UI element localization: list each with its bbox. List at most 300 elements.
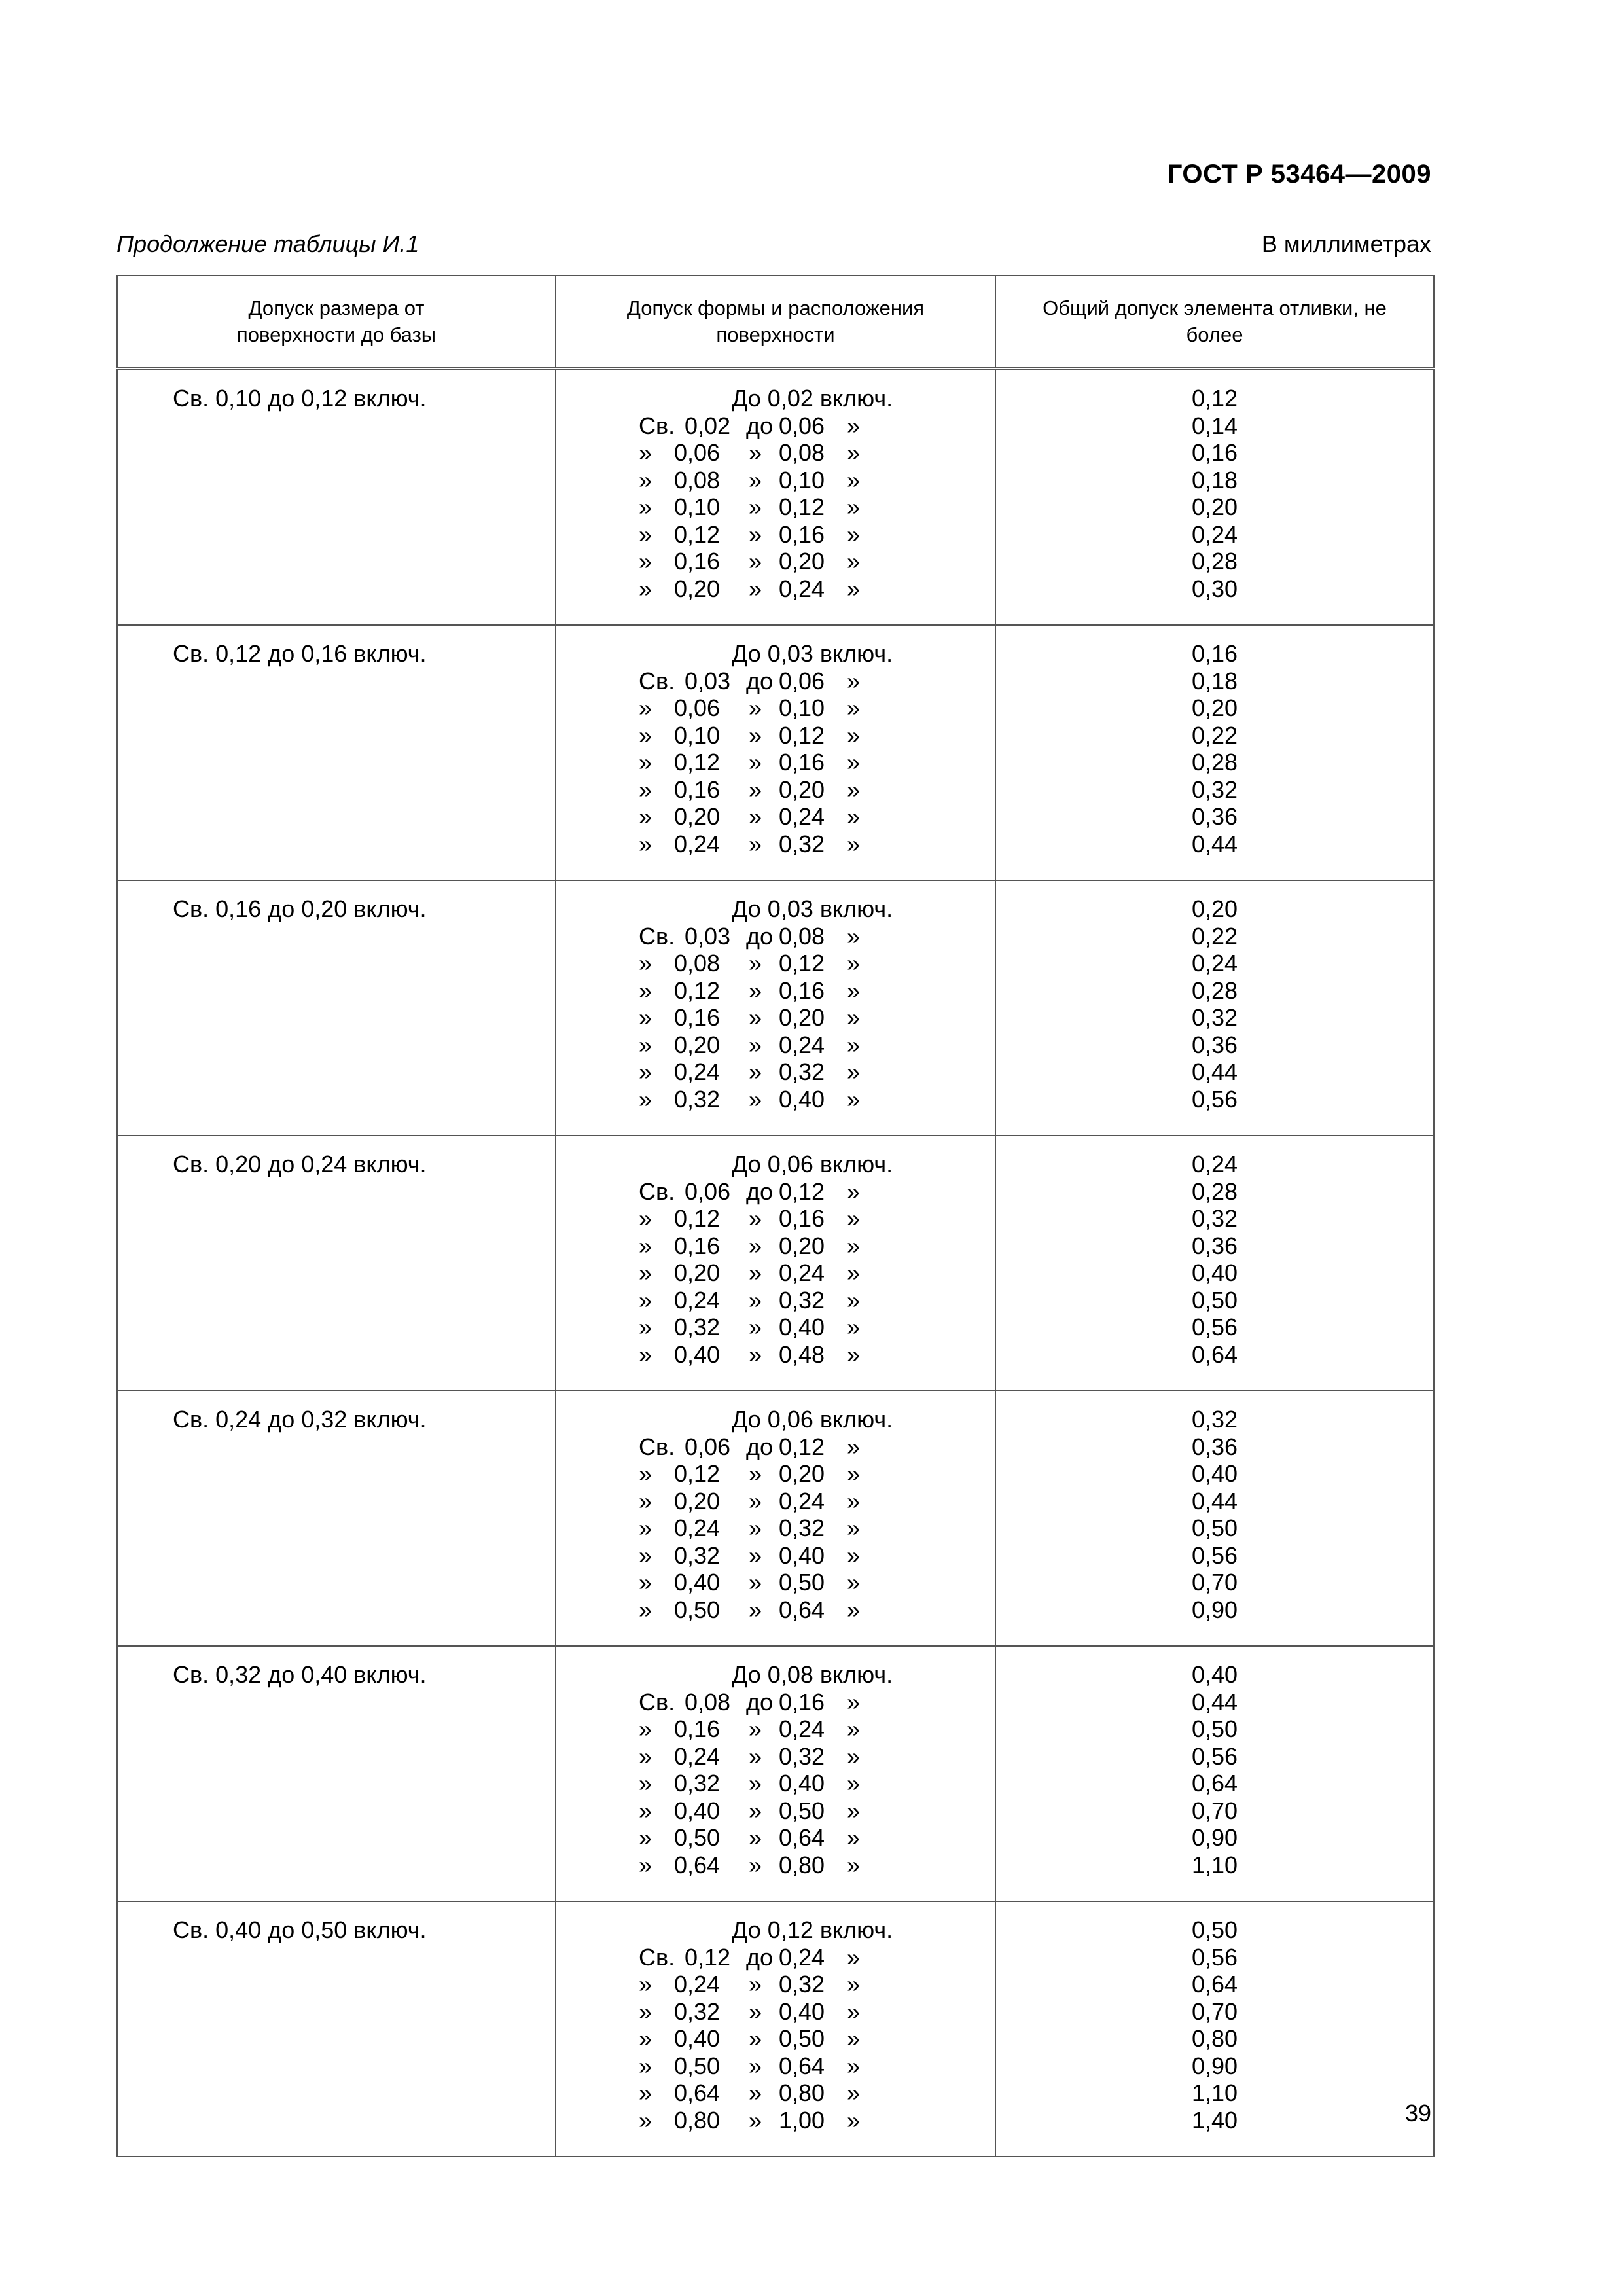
form-tolerance-line (639, 1004, 995, 1031)
form-tolerance-mid: » (749, 1232, 762, 1259)
form-tolerance-line (639, 1743, 995, 1770)
form-tolerance-line (639, 776, 995, 804)
form-tolerance-from: 0,10 (674, 721, 721, 749)
form-tolerance-lead: » (639, 1824, 652, 1851)
form-tolerance-tail: » (847, 667, 861, 694)
form-tolerance-lead: » (639, 1541, 652, 1569)
form-tolerance-to: 0,32 (779, 1058, 825, 1085)
form-tolerance-mid: » (749, 1031, 762, 1058)
general-tolerance-value: 0,32 (1191, 1406, 1238, 1433)
form-tolerance-to: 0,32 (779, 1515, 825, 1541)
general-tolerance-list (996, 895, 1433, 1113)
form-tolerance-lead: » (639, 1715, 652, 1742)
table-body (117, 368, 1434, 2157)
form-tolerance-lead: » (639, 466, 652, 493)
form-tolerance-line (639, 439, 995, 467)
form-tolerance-mid: » (749, 1085, 762, 1113)
form-tolerance-mid: » (749, 2052, 762, 2079)
form-tolerance-tail: » (847, 977, 861, 1004)
general-tolerance-value: 0,64 (1191, 1770, 1238, 1797)
form-tolerance-from: 0,16 (674, 1232, 721, 1259)
form-tolerance-from: 0,32 (674, 1770, 721, 1797)
form-tolerance-mid: » (749, 520, 762, 548)
form-tolerance-tail: » (847, 1742, 861, 1770)
general-tolerance-value: 0,20 (1191, 493, 1238, 520)
form-tolerance-line (639, 1151, 995, 1178)
form-tolerance-tail: » (847, 1971, 861, 1998)
form-tolerance-lead: » (639, 776, 652, 803)
general-tolerance-value: 0,22 (1191, 922, 1238, 950)
form-tolerance-tail: » (847, 950, 861, 977)
form-tolerance-cell (556, 1646, 995, 1901)
form-tolerance-from: 0,06 (674, 439, 721, 466)
form-tolerance-to: 0,12 (779, 493, 825, 520)
form-tolerance-to: 0,40 (779, 1770, 825, 1797)
form-tolerance-tail: » (847, 520, 861, 548)
general-tolerance-value: 0,44 (1191, 1058, 1238, 1085)
column-header-form-tolerance (556, 276, 995, 368)
form-tolerance-to: 0,24 (779, 1487, 825, 1515)
form-tolerance-line (639, 722, 995, 749)
form-tolerance-line (639, 1515, 995, 1542)
form-tolerance-mid: » (749, 575, 762, 602)
form-tolerance-line (639, 749, 995, 776)
form-tolerance-mid: до (746, 1433, 774, 1460)
general-tolerance-value: 0,50 (1191, 1286, 1238, 1314)
form-tolerance-lead: До 0,08 включ. (732, 1661, 893, 1688)
form-tolerance-tail: » (847, 1058, 861, 1085)
form-tolerance-from: 0,16 (674, 548, 721, 575)
form-tolerance-lead: » (639, 1259, 652, 1286)
form-tolerance-mid: » (749, 466, 762, 493)
form-tolerance-to: 0,80 (779, 1851, 825, 1878)
table-row (117, 1646, 1434, 1901)
form-tolerance-lead: » (639, 1460, 652, 1487)
form-tolerance-to: 0,32 (779, 1286, 825, 1314)
form-tolerance-tail: » (847, 694, 861, 721)
form-tolerance-to: 0,12 (779, 1177, 825, 1205)
form-tolerance-to: 0,20 (779, 1460, 825, 1487)
form-tolerance-to: 0,16 (779, 749, 825, 776)
form-tolerance-to: 0,40 (779, 1998, 825, 2025)
form-tolerance-from: 0,02 (685, 412, 731, 439)
form-tolerance-from: 0,24 (674, 1286, 721, 1314)
form-tolerance-mid: » (749, 1742, 762, 1770)
form-tolerance-line (639, 2025, 995, 2053)
form-tolerance-to: 0,16 (779, 520, 825, 548)
general-tolerance-list (996, 385, 1433, 602)
form-tolerance-from: 0,40 (674, 1569, 721, 1596)
form-tolerance-from: 0,16 (674, 776, 721, 803)
general-tolerance-value: 0,28 (1191, 977, 1238, 1004)
form-tolerance-from: 0,06 (685, 1433, 731, 1460)
form-tolerance-mid: » (749, 1058, 762, 1085)
form-tolerance-to: 0,08 (779, 439, 825, 466)
form-tolerance-mid: до (746, 922, 774, 950)
form-tolerance-from: 0,64 (674, 2079, 721, 2106)
form-tolerance-tail: » (847, 1487, 861, 1515)
general-tolerance-value: 0,20 (1191, 895, 1238, 922)
form-tolerance-from: 0,50 (674, 1596, 721, 1623)
document-header: ГОСТ Р 53464—2009 (1167, 160, 1431, 188)
form-tolerance-tail: » (847, 1259, 861, 1286)
form-tolerance-lead: » (639, 1770, 652, 1797)
form-tolerance-line (639, 521, 995, 548)
form-tolerance-mid: » (749, 803, 762, 830)
form-tolerance-lead: До 0,06 включ. (732, 1406, 893, 1433)
form-tolerance-line (639, 668, 995, 695)
form-tolerance-from: 0,20 (674, 1487, 721, 1515)
form-tolerance-tail: » (847, 2106, 861, 2134)
form-tolerance-line (639, 1460, 995, 1488)
form-tolerance-lead: » (639, 1998, 652, 2025)
general-tolerance-value: 0,32 (1191, 776, 1238, 803)
form-tolerance-list (639, 385, 995, 602)
form-tolerance-line (639, 1031, 995, 1059)
form-tolerance-from: 0,24 (674, 830, 721, 857)
form-tolerance-tail: » (847, 1460, 861, 1487)
form-tolerance-tail: » (847, 2025, 861, 2052)
form-tolerance-tail: » (847, 1569, 861, 1596)
form-tolerance-tail: » (847, 493, 861, 520)
form-tolerance-to: 0,50 (779, 1797, 825, 1824)
form-tolerance-tail: » (847, 1205, 861, 1232)
form-tolerance-from: 0,10 (674, 493, 721, 520)
form-tolerance-to: 0,24 (779, 1715, 825, 1742)
general-tolerance-value: 0,40 (1191, 1259, 1238, 1286)
form-tolerance-list (639, 1406, 995, 1623)
form-tolerance-mid: » (749, 749, 762, 776)
form-tolerance-cell (556, 1136, 995, 1391)
size-tolerance-cell: Св. 0,40 до 0,50 включ. (117, 1901, 556, 2157)
form-tolerance-line (639, 1287, 995, 1314)
form-tolerance-lead: Св. (639, 1177, 675, 1205)
general-tolerance-list (996, 1916, 1433, 2134)
form-tolerance-lead: До 0,02 включ. (732, 385, 893, 412)
form-tolerance-to: 0,12 (779, 950, 825, 977)
form-tolerance-to: 0,50 (779, 1569, 825, 1596)
form-tolerance-to: 0,64 (779, 1824, 825, 1851)
form-tolerance-lead: » (639, 1205, 652, 1232)
column-header-text: Допуск формы и расположения поверхности (626, 296, 925, 346)
form-tolerance-from: 0,12 (674, 749, 721, 776)
form-tolerance-from: 0,32 (674, 1998, 721, 2025)
form-tolerance-line (639, 493, 995, 521)
form-tolerance-line (639, 1314, 995, 1341)
table-row (117, 1391, 1434, 1646)
general-tolerance-value: 0,20 (1191, 694, 1238, 721)
form-tolerance-from: 0,24 (674, 1742, 721, 1770)
general-tolerance-list (996, 1151, 1433, 1368)
column-header-text: Общий допуск элемента отливки, не более (1043, 296, 1387, 346)
form-tolerance-list (639, 1151, 995, 1368)
form-tolerance-lead: » (639, 1596, 652, 1623)
general-tolerance-cell (995, 880, 1434, 1136)
form-tolerance-line (639, 1058, 995, 1086)
form-tolerance-mid: до (746, 1177, 774, 1205)
form-tolerance-to: 0,20 (779, 1004, 825, 1031)
form-tolerance-tail: » (847, 412, 861, 439)
form-tolerance-to: 0,16 (779, 1688, 825, 1715)
form-tolerance-mid: » (749, 1004, 762, 1031)
general-tolerance-value: 0,56 (1191, 1742, 1238, 1770)
form-tolerance-lead: » (639, 1314, 652, 1340)
form-tolerance-from: 0,08 (674, 950, 721, 977)
form-tolerance-from: 0,20 (674, 803, 721, 830)
form-tolerance-to: 0,80 (779, 2079, 825, 2106)
form-tolerance-from: 0,12 (674, 1205, 721, 1232)
general-tolerance-value: 0,56 (1191, 1085, 1238, 1113)
general-tolerance-value: 0,50 (1191, 1715, 1238, 1742)
form-tolerance-line (639, 640, 995, 668)
form-tolerance-from: 0,20 (674, 575, 721, 602)
form-tolerance-mid: » (749, 977, 762, 1004)
form-tolerance-from: 0,16 (674, 1004, 721, 1031)
form-tolerance-lead: Св. (639, 1943, 675, 1971)
form-tolerance-mid: » (749, 493, 762, 520)
form-tolerance-tail: » (847, 1715, 861, 1742)
size-tolerance-cell: Св. 0,16 до 0,20 включ. (117, 880, 556, 1136)
form-tolerance-tail: » (847, 1286, 861, 1314)
form-tolerance-line (639, 1715, 995, 1743)
form-tolerance-mid: » (749, 1487, 762, 1515)
form-tolerance-to: 0,16 (779, 977, 825, 1004)
form-tolerance-line (639, 1824, 995, 1852)
form-tolerance-line (639, 1944, 995, 1971)
column-header-text: Допуск размера от поверхности до базы (236, 296, 437, 346)
form-tolerance-mid: » (749, 1460, 762, 1487)
column-header-general-tolerance (995, 276, 1434, 368)
form-tolerance-lead: » (639, 1797, 652, 1824)
form-tolerance-mid: » (749, 1715, 762, 1742)
form-tolerance-from: 0,50 (674, 2052, 721, 2079)
general-tolerance-value: 0,28 (1191, 749, 1238, 776)
general-tolerance-value: 0,28 (1191, 1177, 1238, 1205)
form-tolerance-cell (556, 1901, 995, 2157)
table-row (117, 1901, 1434, 2157)
form-tolerance-lead: Св. (639, 412, 675, 439)
form-tolerance-tail: » (847, 1177, 861, 1205)
form-tolerance-tail: » (847, 922, 861, 950)
form-tolerance-line (639, 548, 995, 575)
form-tolerance-mid: » (749, 721, 762, 749)
form-tolerance-line (639, 1689, 995, 1716)
form-tolerance-from: 0,64 (674, 1851, 721, 1878)
form-tolerance-line (639, 1569, 995, 1596)
form-tolerance-tail: » (847, 1004, 861, 1031)
general-tolerance-value: 0,90 (1191, 1824, 1238, 1851)
form-tolerance-lead: » (639, 1742, 652, 1770)
form-tolerance-tail: » (847, 439, 861, 466)
form-tolerance-lead: До 0,03 включ. (732, 895, 893, 922)
form-tolerance-to: 0,10 (779, 466, 825, 493)
form-tolerance-tail: » (847, 749, 861, 776)
form-tolerance-line (639, 412, 995, 440)
form-tolerance-to: 0,20 (779, 548, 825, 575)
form-tolerance-lead: Св. (639, 1433, 675, 1460)
form-tolerance-from: 0,32 (674, 1085, 721, 1113)
form-tolerance-to: 0,12 (779, 721, 825, 749)
form-tolerance-to: 0,08 (779, 922, 825, 950)
general-tolerance-value: 0,50 (1191, 1515, 1238, 1541)
form-tolerance-mid: » (749, 1515, 762, 1541)
form-tolerance-to: 0,64 (779, 1596, 825, 1623)
form-tolerance-tail: » (847, 1085, 861, 1113)
form-tolerance-tail: » (847, 776, 861, 803)
form-tolerance-mid: » (749, 1770, 762, 1797)
general-tolerance-value: 0,24 (1191, 1151, 1238, 1177)
form-tolerance-from: 0,08 (685, 1688, 731, 1715)
form-tolerance-line (639, 694, 995, 722)
form-tolerance-to: 0,40 (779, 1314, 825, 1340)
general-tolerance-value: 0,64 (1191, 1971, 1238, 1998)
table-header (117, 276, 1434, 368)
form-tolerance-cell (556, 625, 995, 880)
form-tolerance-to: 0,32 (779, 1742, 825, 1770)
size-tolerance-cell: Св. 0,32 до 0,40 включ. (117, 1646, 556, 1901)
form-tolerance-lead: Св. (639, 1688, 675, 1715)
general-tolerance-value: 0,90 (1191, 2052, 1238, 2079)
general-tolerance-value: 0,70 (1191, 1797, 1238, 1824)
form-tolerance-to: 0,24 (779, 575, 825, 602)
form-tolerance-from: 0,50 (674, 1824, 721, 1851)
form-tolerance-line (639, 1998, 995, 2026)
form-tolerance-to: 0,50 (779, 2025, 825, 2052)
form-tolerance-from: 0,12 (674, 1460, 721, 1487)
general-tolerance-value: 1,10 (1191, 2079, 1238, 2106)
form-tolerance-lead: » (639, 493, 652, 520)
general-tolerance-value: 0,70 (1191, 1998, 1238, 2025)
form-tolerance-tail: » (847, 1541, 861, 1569)
form-tolerance-mid: » (749, 1596, 762, 1623)
form-tolerance-from: 0,40 (674, 1797, 721, 1824)
form-tolerance-line (639, 1916, 995, 1944)
form-tolerance-lead: » (639, 1058, 652, 1085)
form-tolerance-mid: » (749, 1286, 762, 1314)
header-row (117, 276, 1434, 368)
general-tolerance-value: 0,16 (1191, 439, 1238, 466)
general-tolerance-value: 0,12 (1191, 385, 1238, 412)
form-tolerance-tail: » (847, 1851, 861, 1878)
general-tolerance-list (996, 1661, 1433, 1878)
form-tolerance-line (639, 1341, 995, 1369)
general-tolerance-value: 0,40 (1191, 1460, 1238, 1487)
general-tolerance-list (996, 640, 1433, 857)
form-tolerance-tail: » (847, 1943, 861, 1971)
form-tolerance-mid: до (746, 667, 774, 694)
form-tolerance-lead: » (639, 1971, 652, 1998)
form-tolerance-tail: » (847, 1770, 861, 1797)
form-tolerance-line (639, 1797, 995, 1825)
form-tolerance-line (639, 1770, 995, 1797)
form-tolerance-tail: » (847, 1596, 861, 1623)
general-tolerance-value: 0,90 (1191, 1596, 1238, 1623)
general-tolerance-list (996, 1406, 1433, 1623)
form-tolerance-lead: » (639, 749, 652, 776)
size-tolerance-cell: Св. 0,12 до 0,16 включ. (117, 625, 556, 880)
general-tolerance-value: 0,28 (1191, 548, 1238, 575)
form-tolerance-tail: » (847, 830, 861, 857)
form-tolerance-from: 0,24 (674, 1971, 721, 1998)
form-tolerance-tail: » (847, 1688, 861, 1715)
form-tolerance-line (639, 1086, 995, 1113)
form-tolerance-from: 0,40 (674, 2025, 721, 2052)
form-tolerance-to: 0,10 (779, 694, 825, 721)
form-tolerance-line (639, 977, 995, 1005)
tolerance-table (116, 275, 1435, 2157)
form-tolerance-lead: » (639, 1085, 652, 1113)
form-tolerance-from: 0,03 (685, 667, 731, 694)
form-tolerance-to: 0,20 (779, 776, 825, 803)
general-tolerance-value: 0,36 (1191, 1433, 1238, 1460)
column-header-size-tolerance (117, 276, 556, 368)
form-tolerance-line (639, 1488, 995, 1515)
form-tolerance-line (639, 2053, 995, 2080)
form-tolerance-mid: » (749, 1541, 762, 1569)
form-tolerance-to: 0,12 (779, 1433, 825, 1460)
form-tolerance-from: 0,12 (685, 1943, 731, 1971)
form-tolerance-to: 0,06 (779, 412, 825, 439)
table-row (117, 1136, 1434, 1391)
form-tolerance-tail: » (847, 1797, 861, 1824)
form-tolerance-lead: Св. (639, 667, 675, 694)
form-tolerance-lead: » (639, 548, 652, 575)
form-tolerance-lead: » (639, 694, 652, 721)
units-caption: В миллиметрах (1261, 230, 1431, 257)
general-tolerance-value: 0,32 (1191, 1004, 1238, 1031)
page-number: 39 (1404, 2100, 1431, 2126)
form-tolerance-tail: » (847, 1232, 861, 1259)
form-tolerance-from: 0,32 (674, 1314, 721, 1340)
form-tolerance-mid: » (749, 776, 762, 803)
form-tolerance-to: 0,32 (779, 830, 825, 857)
form-tolerance-to: 0,16 (779, 1205, 825, 1232)
form-tolerance-from: 0,80 (674, 2106, 721, 2134)
form-tolerance-lead: » (639, 575, 652, 602)
form-tolerance-mid: » (749, 694, 762, 721)
form-tolerance-list (639, 640, 995, 857)
form-tolerance-from: 0,08 (674, 466, 721, 493)
form-tolerance-lead: » (639, 2079, 652, 2106)
form-tolerance-to: 0,24 (779, 803, 825, 830)
form-tolerance-line (639, 1259, 995, 1287)
general-tolerance-value: 0,32 (1191, 1205, 1238, 1232)
form-tolerance-lead: » (639, 1569, 652, 1596)
form-tolerance-mid: » (749, 1259, 762, 1286)
general-tolerance-value: 0,36 (1191, 1232, 1238, 1259)
form-tolerance-mid: » (749, 1205, 762, 1232)
form-tolerance-tail: » (847, 548, 861, 575)
form-tolerance-list (639, 895, 995, 1113)
form-tolerance-tail: » (847, 2079, 861, 2106)
form-tolerance-to: 0,48 (779, 1340, 825, 1368)
form-tolerance-to: 0,32 (779, 1971, 825, 1998)
general-tolerance-value: 0,24 (1191, 950, 1238, 977)
form-tolerance-lead: » (639, 803, 652, 830)
form-tolerance-to: 1,00 (779, 2106, 825, 2134)
form-tolerance-lead: » (639, 1851, 652, 1878)
form-tolerance-lead: Св. (639, 922, 675, 950)
form-tolerance-mid: до (746, 412, 774, 439)
form-tolerance-from: 0,20 (674, 1259, 721, 1286)
form-tolerance-tail: » (847, 1515, 861, 1541)
form-tolerance-mid: » (749, 2025, 762, 2052)
general-tolerance-cell (995, 1646, 1434, 1901)
form-tolerance-line (639, 467, 995, 494)
form-tolerance-mid: » (749, 1797, 762, 1824)
form-tolerance-line (639, 803, 995, 831)
form-tolerance-lead: До 0,06 включ. (732, 1151, 893, 1177)
